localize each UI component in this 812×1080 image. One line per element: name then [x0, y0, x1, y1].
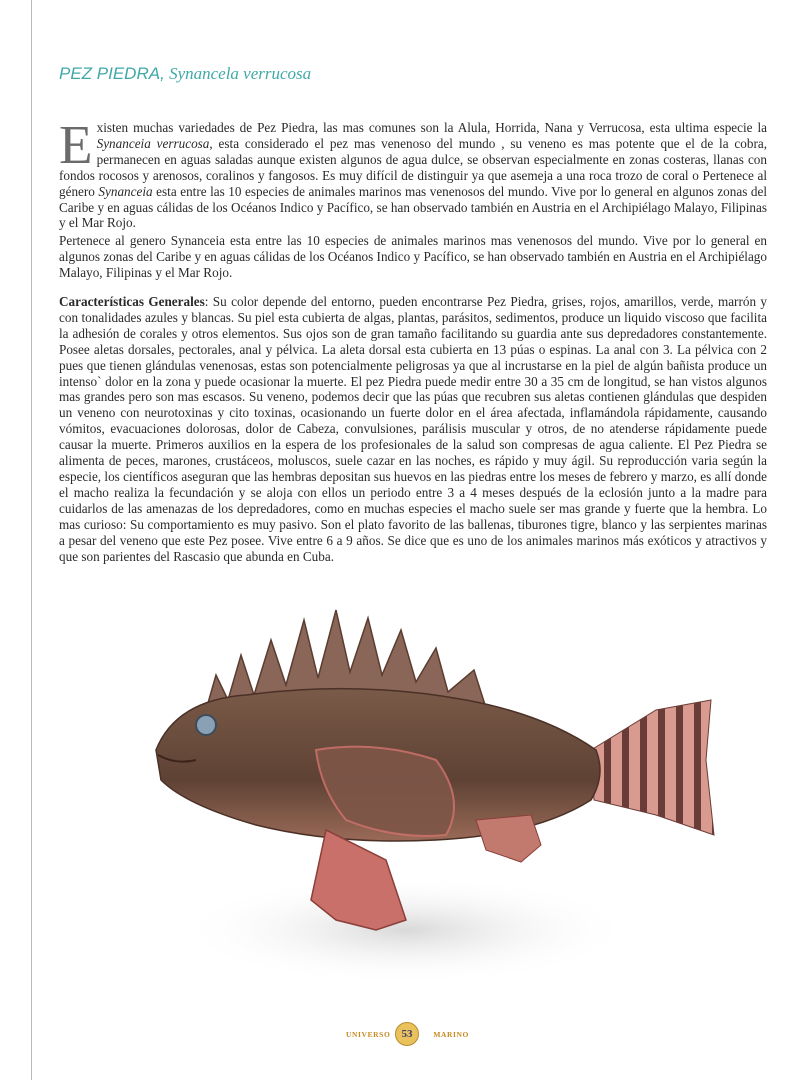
article-title: [59, 64, 759, 84]
title-common-name: PEZ PIEDRA,: [59, 64, 165, 83]
intro-genus-name: Synanceia: [98, 183, 153, 199]
footer-brand-right: MARINO: [433, 1030, 469, 1039]
page-number-badge: 53: [395, 1022, 419, 1046]
characteristics-text: : Su color depende del entorno, pueden encontrarse Pez Piedra, grises, rojos, amarillos, verde, marrón y con tonalidades azules y blancas. Su piel esta cubierta de algas, plantas, parásitos, sedimentos, produce un liquido viscoso que facilita la adhesión de corales y otros elementos. Sus ojos son de gran tamaño facilitando su guardia ante sus depredadores constantemente. Posee aletas dorsales, pectorales, anal y pélvica. La aleta dorsal esta cubierta en 13 púas o espinas. La anal con 3. La pélvica con 2 pues que tienen glándulas venenosas, estas son potencialmente peligrosas ya que al incrustarse en la piel de algún bañista produce un intenso` dolor en la zona y puede ocasionar la muerte. El pez Piedra puede medir entre 30 a 35 cm de longitud, se han vistos algunos mas grandes pero son mas escasos. Su veneno, podemos decir que las púas que recubren sus aletas contienen glándulas que despiden un veneno con neurotoxinas y cito toxinas, ocasionando un fuerte dolor en el área afectada, inflamándola rápidamente, causando vómitos, evacuaciones dolorosas, dolor de Cabeza, convulsiones, parálisis muscular y otros, de no atenderse rápidamente puede causar la muerte. Primeros auxilios en la espera de los profesionales de la salud son compresas de agua caliente. El Pez Piedra se alimenta de peces, marones, crustáceos, moluscos, suele cazar en las noches, es rápido y muy ágil. Su reproducción varia según la especie, los científicos aseguran que las hembras depositan sus huevos en las piedras entre los meses de febrero y marzo, es allí donde el macho realiza la fecundación y se aloja con ellos un periodo entre 3 a 4 meses después de la eclosión junto a la madre para cuidarlos de las amenazas de los depredadores, como en muchas especies el macho suele ser mas grande y fuerte que la hembra. Lo mas curioso: Su comportamiento es muy pasivo. Son el plato favorito de las ballenas, tiburones tigre, blanco y las serpientes marinas a pesar del veneno que este Pez posee. Vive entre 6 a 9 años. Se dice que es uno de los animales marinos más exóticos y atractivos y que son parientes del Rascasio que abunda en Cuba.: [59, 294, 768, 564]
drop-cap: E: [59, 114, 93, 175]
footer-brand-left: UNIVERSO: [346, 1030, 391, 1039]
paragraph-intro: [59, 114, 767, 231]
characteristics-label: Características Generales: [59, 294, 205, 309]
fish-shadow: [176, 875, 636, 985]
page-margin-rule: [31, 0, 32, 1080]
paragraph-genus: Pertenece al genero Synanceia esta entre las 10 especies de animales marinos mas venenosos del mundo. Vive por lo general en algunos zonas del Caribe y en aguas cálidas de los Océanos Indico y Pacífico, se han observado también en Austria en el Archipiélago Malayo, Filipinas y el Mar Rojo.: [59, 233, 767, 280]
title-scientific-name: Synancela verrucosa: [169, 64, 312, 83]
stonefish-photo: [136, 600, 726, 1020]
page-footer: [340, 1012, 475, 1056]
intro-text-e: esta entre las 10 especies de animales marinos mas venenosos del mundo. Vive por lo general en algunos zonas del Caribe y en aguas cálidas de los Océanos Indico y Pacífico, se han observado también en Austria en el Archipiélago Malayo, Filipinas y el Mar Rojo.: [59, 183, 767, 231]
intro-text-a: xisten muchas variedades de Pez Piedra, las mas comunes son la Alula, Horrida, Nana y Verrucosa, esta ultima especie la: [96, 120, 767, 135]
tail-fin-icon: [591, 700, 714, 835]
intro-text-c: , esta considerado el pez mas venenoso del mundo , su veneno es mas potente que el de la cobra, permanecen en aguas saladas aunque existen algunos de agua dulce, se observan especialmente en zonas costeras, llanas con fondos rocosos y arenosos, coralinos y fangosos. Es muy difícil de distinguir ya que asemeja a una roca trozo de coral o Pertenece al género: [59, 135, 767, 199]
anal-fin-icon: [476, 815, 541, 862]
fish-eye-icon: [196, 715, 216, 735]
paragraph-characteristics: [59, 294, 767, 564]
intro-species-name: Synanceia verrucosa: [96, 135, 210, 151]
